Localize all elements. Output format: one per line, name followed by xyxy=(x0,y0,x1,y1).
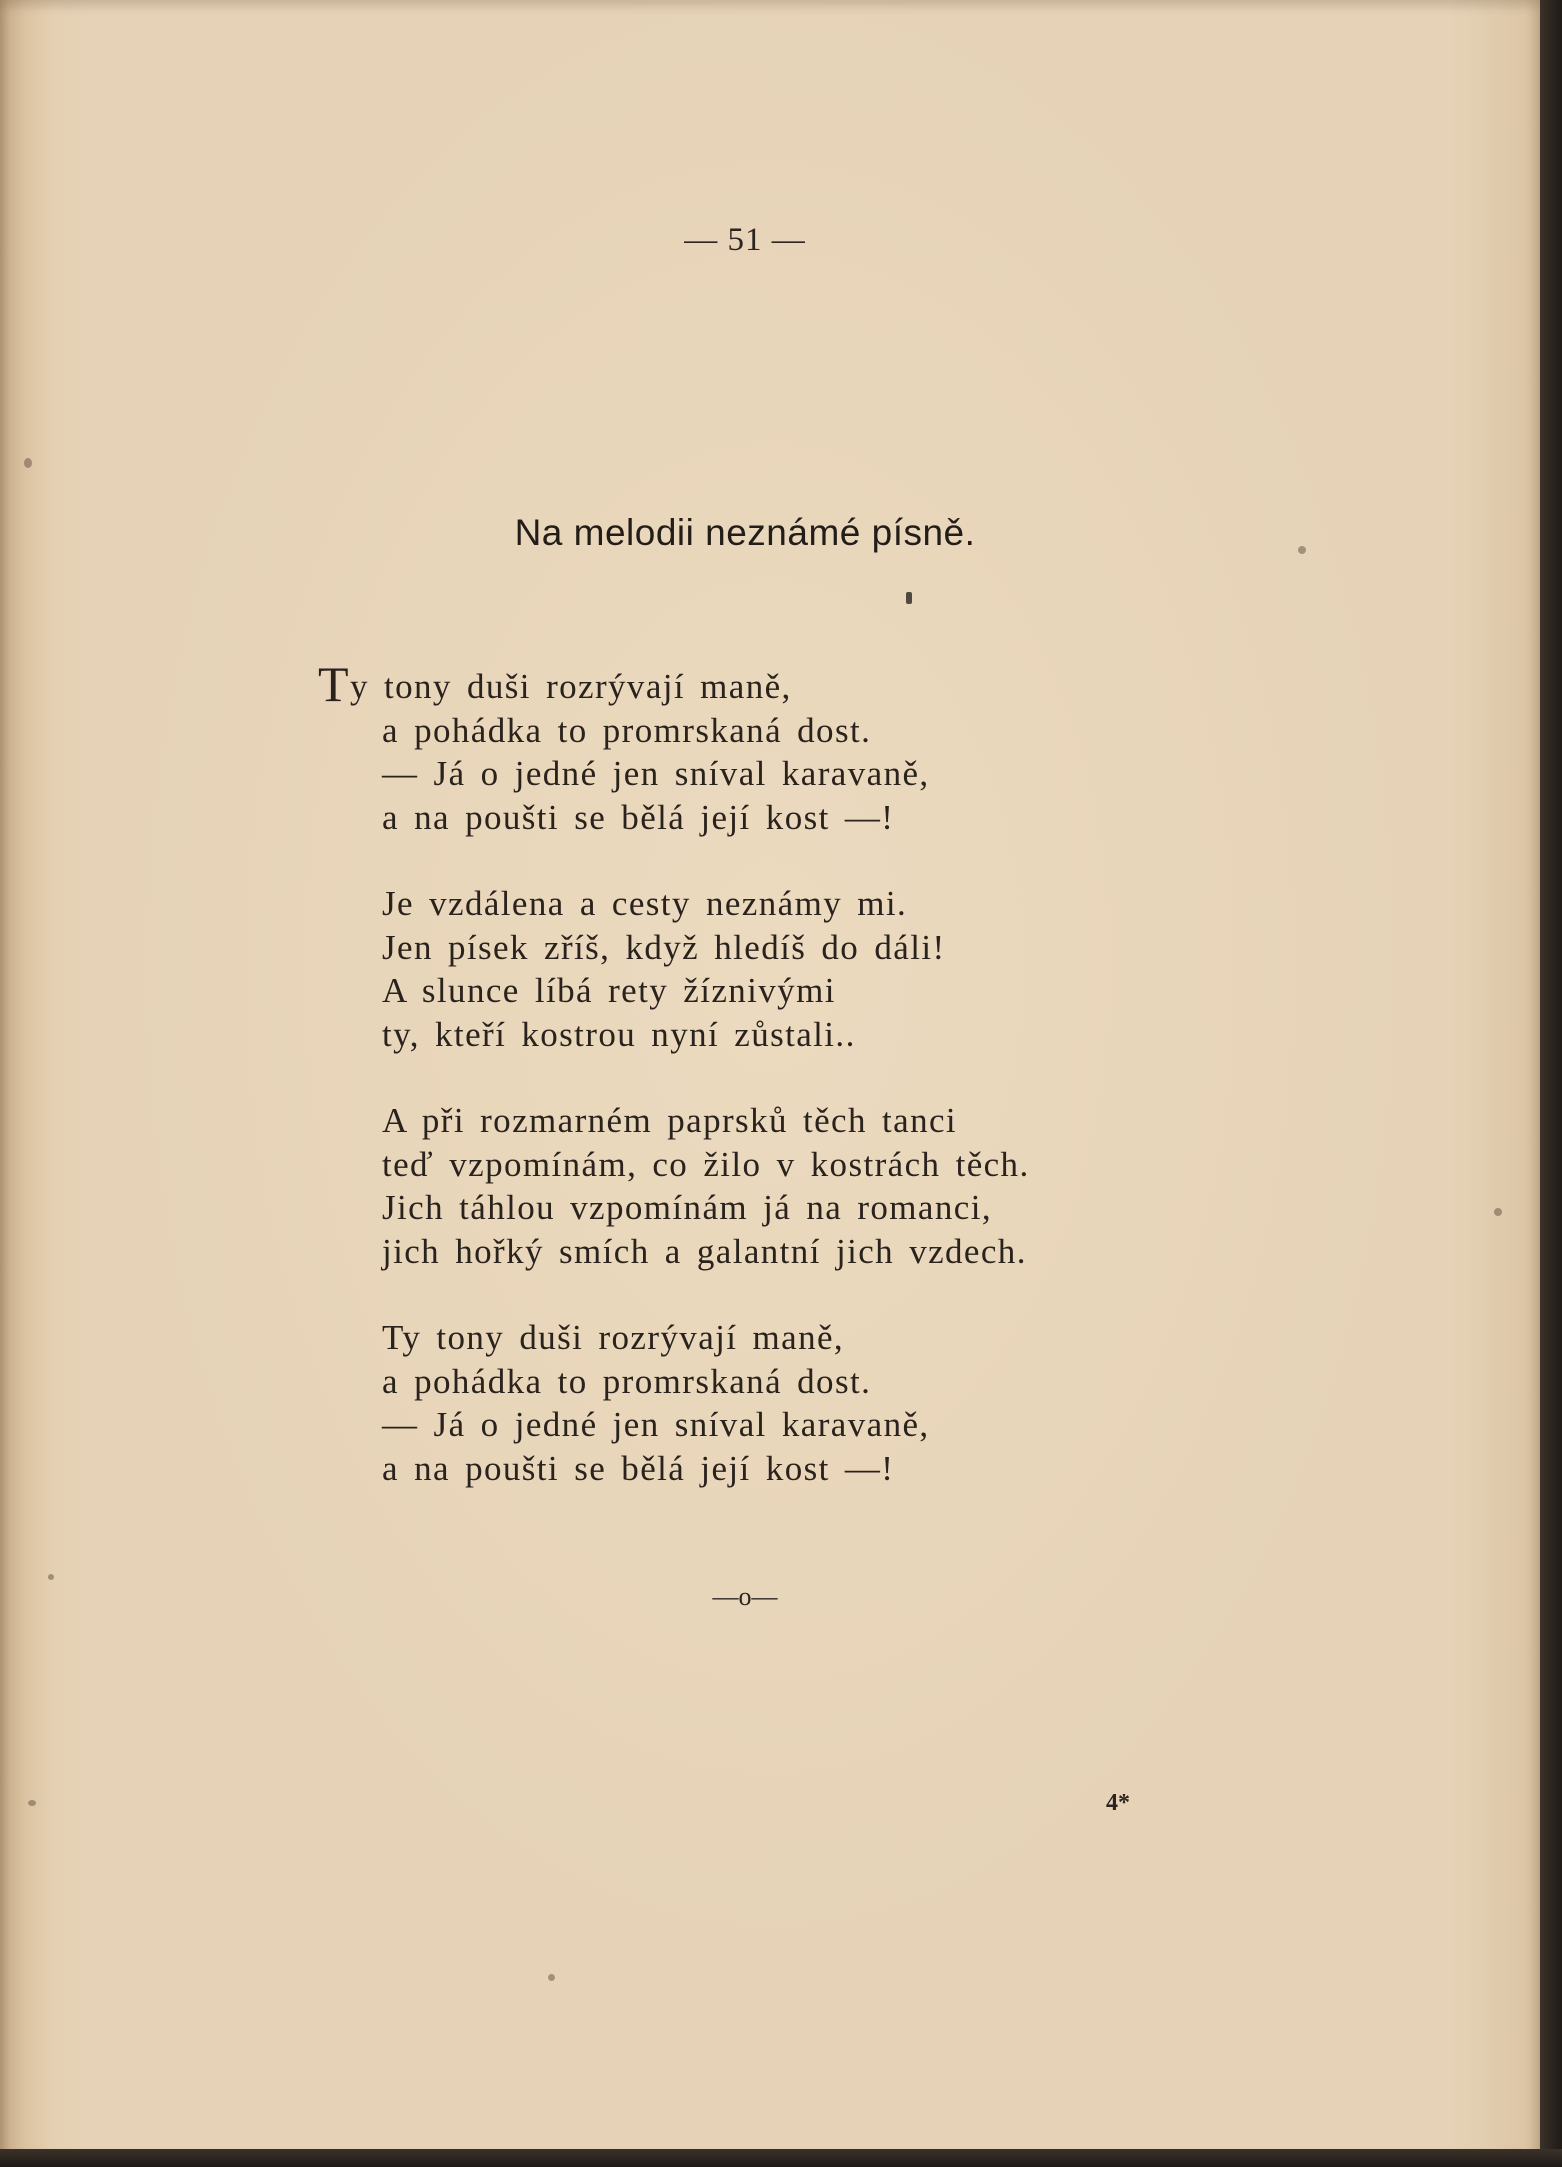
stanza-3 xyxy=(318,1099,1030,1273)
poem-line: ty, kteří kostrou nyní zůstali.. xyxy=(382,1014,856,1054)
poem-body xyxy=(318,656,1030,1533)
poem-line: a na poušti se bělá její kost —! xyxy=(382,797,895,837)
poem-line: — Já o jedné jen sníval karavaně, xyxy=(382,754,930,793)
paper-speck xyxy=(1298,546,1306,554)
poem-line: — Já o jedné jen sníval karavaně, xyxy=(382,1405,930,1444)
stanza-2 xyxy=(318,882,1030,1056)
poem-line: Jich táhlou vzpomínám já na romanci, xyxy=(382,1188,992,1227)
stanza-1 xyxy=(318,656,1030,839)
page-bottom-shadow xyxy=(0,2149,1562,2167)
paper-speck xyxy=(48,1574,54,1580)
poem-line: teď vzpomínám, co žilo v kostrách těch. xyxy=(382,1144,1030,1184)
section-divider: —o— xyxy=(712,1582,778,1611)
stanza-4 xyxy=(318,1316,1030,1490)
poem-line: a pohádka to promrskaná dost. xyxy=(382,1361,872,1401)
poem-line: A slunce líbá rety žíznivými xyxy=(382,971,836,1010)
poem-line xyxy=(318,656,1030,712)
poem-line: a pohádka to promrskaná dost. xyxy=(382,710,872,750)
drop-cap: T xyxy=(318,656,350,712)
poem-line-text: y tony duši rozrývají maně, xyxy=(349,667,792,706)
poem-line: Jen písek zříš, když hledíš do dáli! xyxy=(382,927,946,967)
page-number: — 51 — xyxy=(684,222,806,258)
poem-line: A při rozmarném paprsků těch tanci xyxy=(382,1101,958,1140)
paper-speck xyxy=(906,592,912,604)
paper-speck xyxy=(1494,1208,1502,1216)
poem-line: Je vzdálena a cesty neznámy mi. xyxy=(382,884,908,923)
poem-line: jich hořký smích a galantní jich vzdech. xyxy=(382,1231,1027,1271)
poem-title: Na melodii neznámé písně. xyxy=(514,512,976,553)
poem-line: Ty tony duši rozrývají maně, xyxy=(382,1318,845,1357)
page-edge-shadow xyxy=(1540,0,1562,2167)
paper-speck xyxy=(24,458,32,468)
paper-speck xyxy=(548,1974,555,1981)
poem-line: a na poušti se bělá její kost —! xyxy=(382,1448,895,1488)
paper-speck xyxy=(28,1800,36,1806)
signature-mark: 4* xyxy=(1106,1790,1130,1816)
